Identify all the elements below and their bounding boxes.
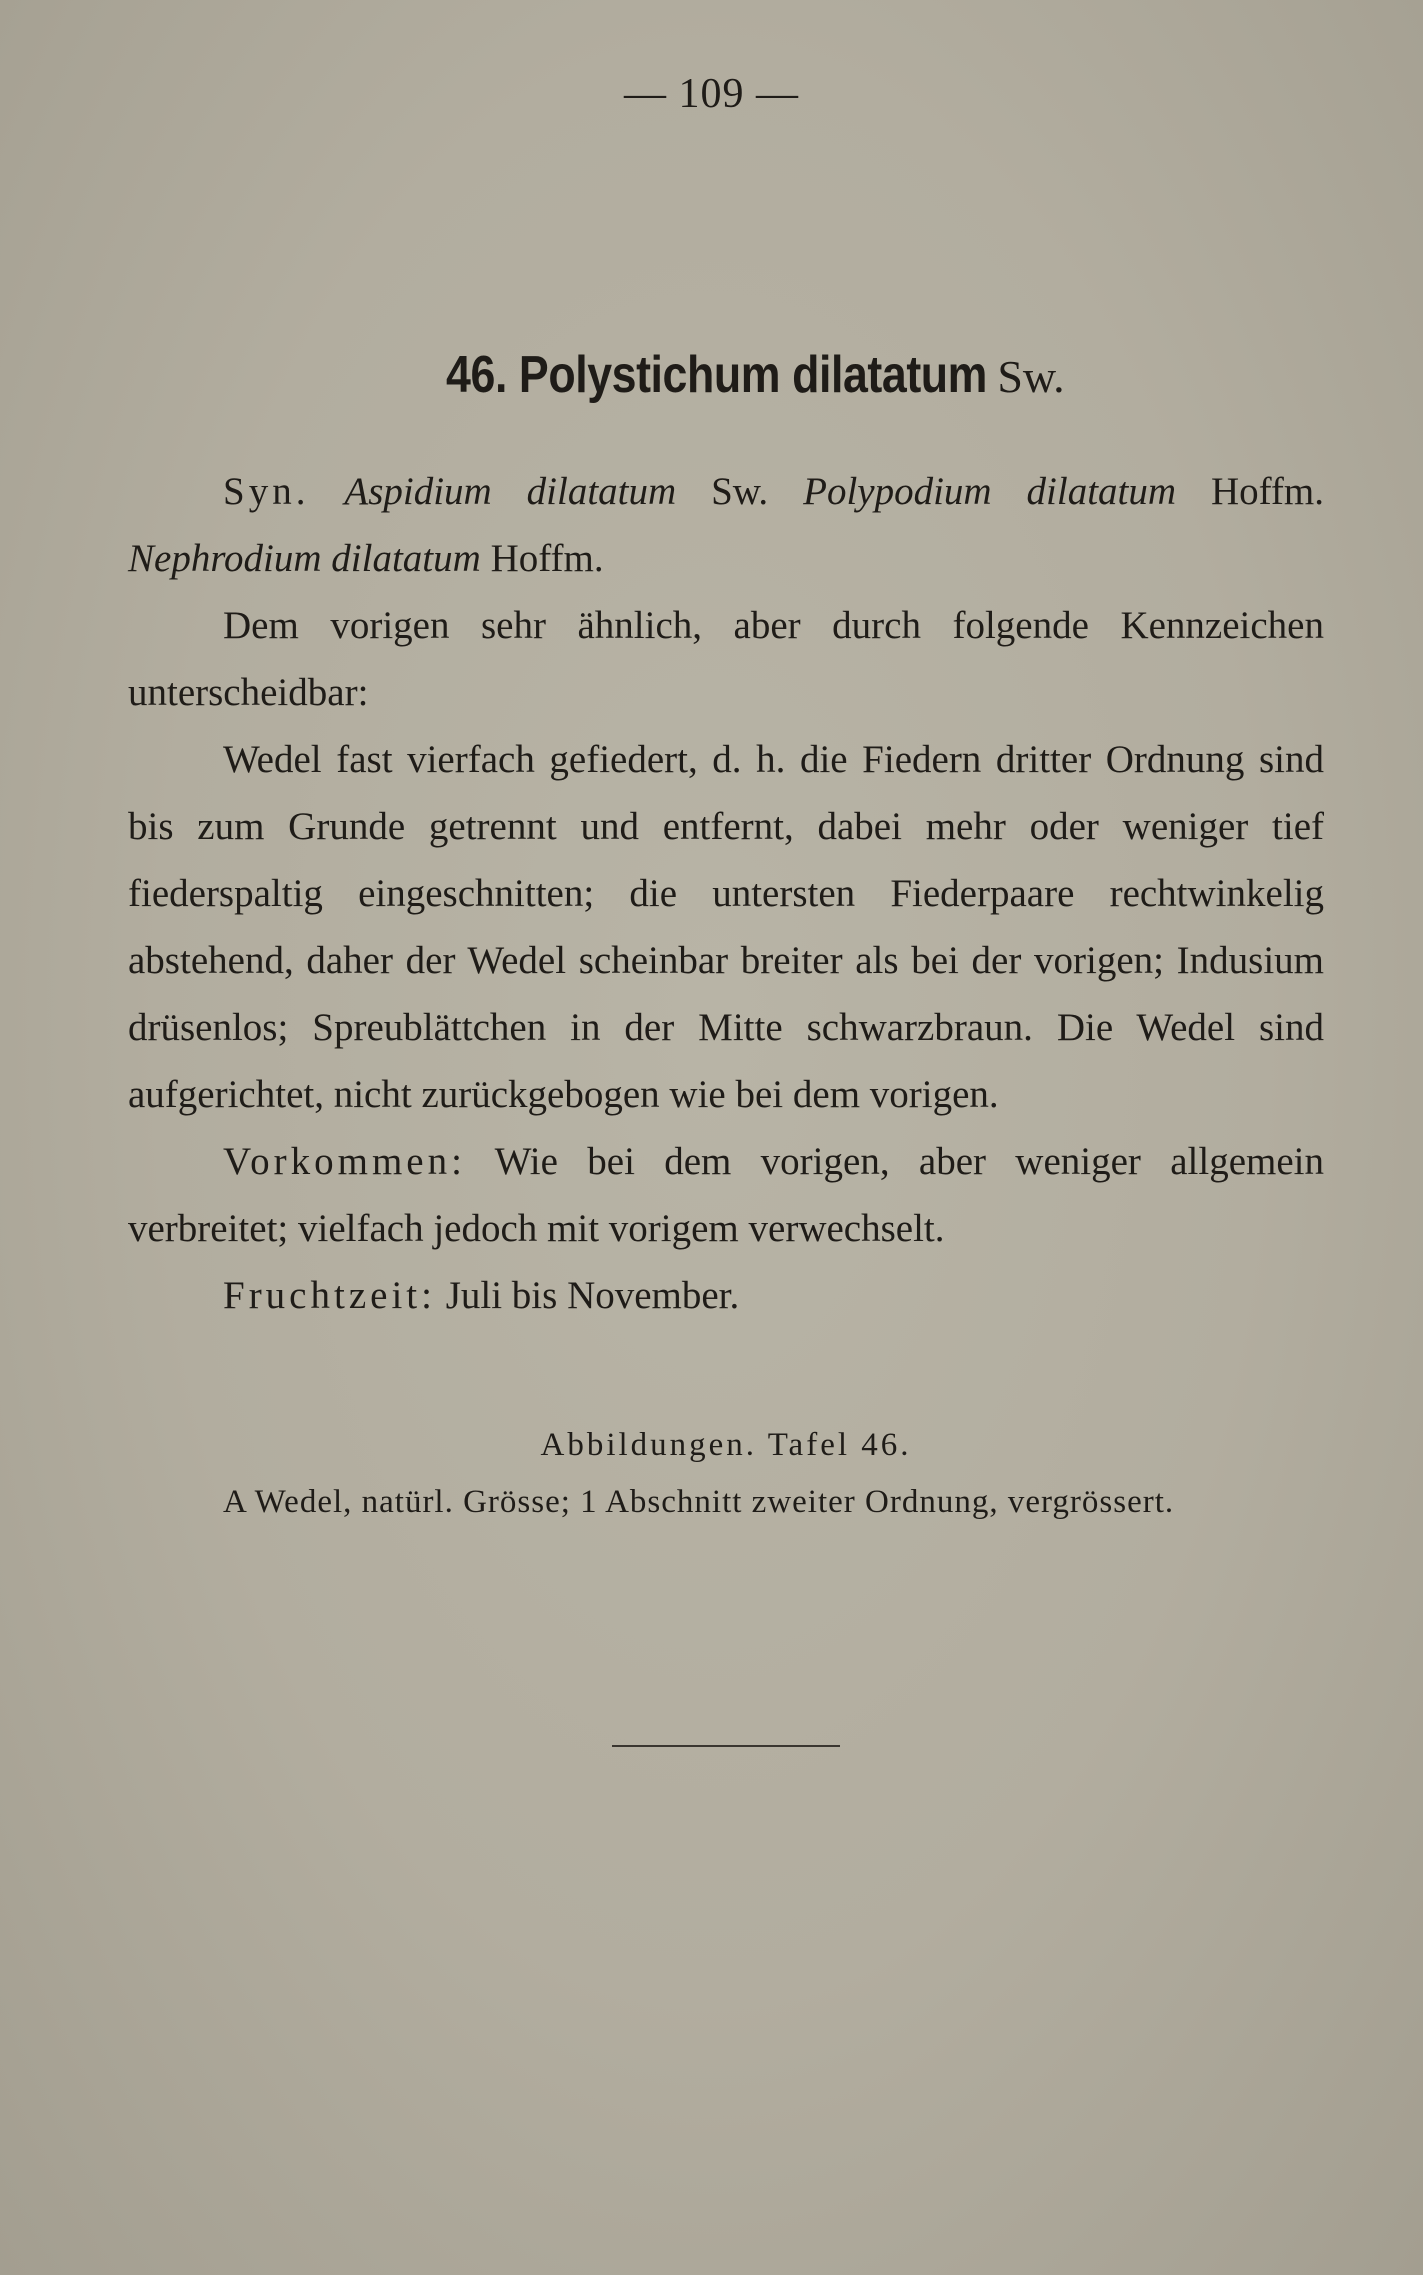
fruiting-label: Fruchtzeit: — [223, 1274, 436, 1317]
synonyms-label: Syn. — [223, 470, 310, 513]
synonym-author: Hoffm. — [490, 537, 604, 580]
species-heading — [0, 345, 1423, 405]
page-number: — 109 — — [624, 71, 799, 117]
figures-section — [128, 1420, 1324, 1526]
synonym-name: Aspidium dilatatum — [344, 470, 677, 513]
occurrence-paragraph — [128, 1128, 1324, 1262]
occurrence-label: Vorkommen: — [223, 1140, 466, 1183]
synonyms-paragraph — [128, 458, 1324, 592]
synonym-author: Hoffm. — [1210, 470, 1325, 513]
species-title: 46. Polystichum dilatatum — [446, 346, 988, 404]
fruiting-text: Juli bis November. — [445, 1274, 740, 1317]
comparison-paragraph: Dem vorigen sehr ähnlich, aber durch folgende Kennzeichen unterscheidbar: — [128, 604, 1324, 714]
section-divider — [612, 1745, 840, 1747]
species-body — [128, 458, 1324, 1329]
description-paragraph: Wedel fast vierfach gefiedert, d. h. die Fiedern dritter Ordnung sind bis zum Grunde getrennt und entfernt, dabei mehr oder weniger tief fiederspaltig eingeschnitten; die untersten Fiederpaare rechtwinkelig abstehend, daher der Wedel scheinbar breiter als bei der vorigen; Indusium drüsenlos; Spreublättchen in der Mitte schwarzbraun. Die Wedel sind aufgerichtet, nicht zurückgebogen wie bei dem vorigen. — [128, 738, 1324, 1116]
occurrence-text: Wie bei dem vorigen, aber weniger allgemein verbreitet; vielfach jedoch mit vorigem verwechselt. — [128, 1140, 1324, 1250]
synonym-author: Sw. — [711, 470, 769, 513]
figures-title: Abbildungen. Tafel 46. — [540, 1427, 912, 1463]
species-author: Sw. — [997, 351, 1065, 402]
fruiting-paragraph — [128, 1262, 1324, 1329]
synonym-name: Polypodium dilatatum — [803, 470, 1177, 513]
figures-description: A Wedel, natürl. Grösse; 1 Abschnitt zweiter Ordnung, vergrössert. — [223, 1484, 1175, 1520]
synonym-name: Nephrodium dilatatum — [128, 537, 481, 580]
